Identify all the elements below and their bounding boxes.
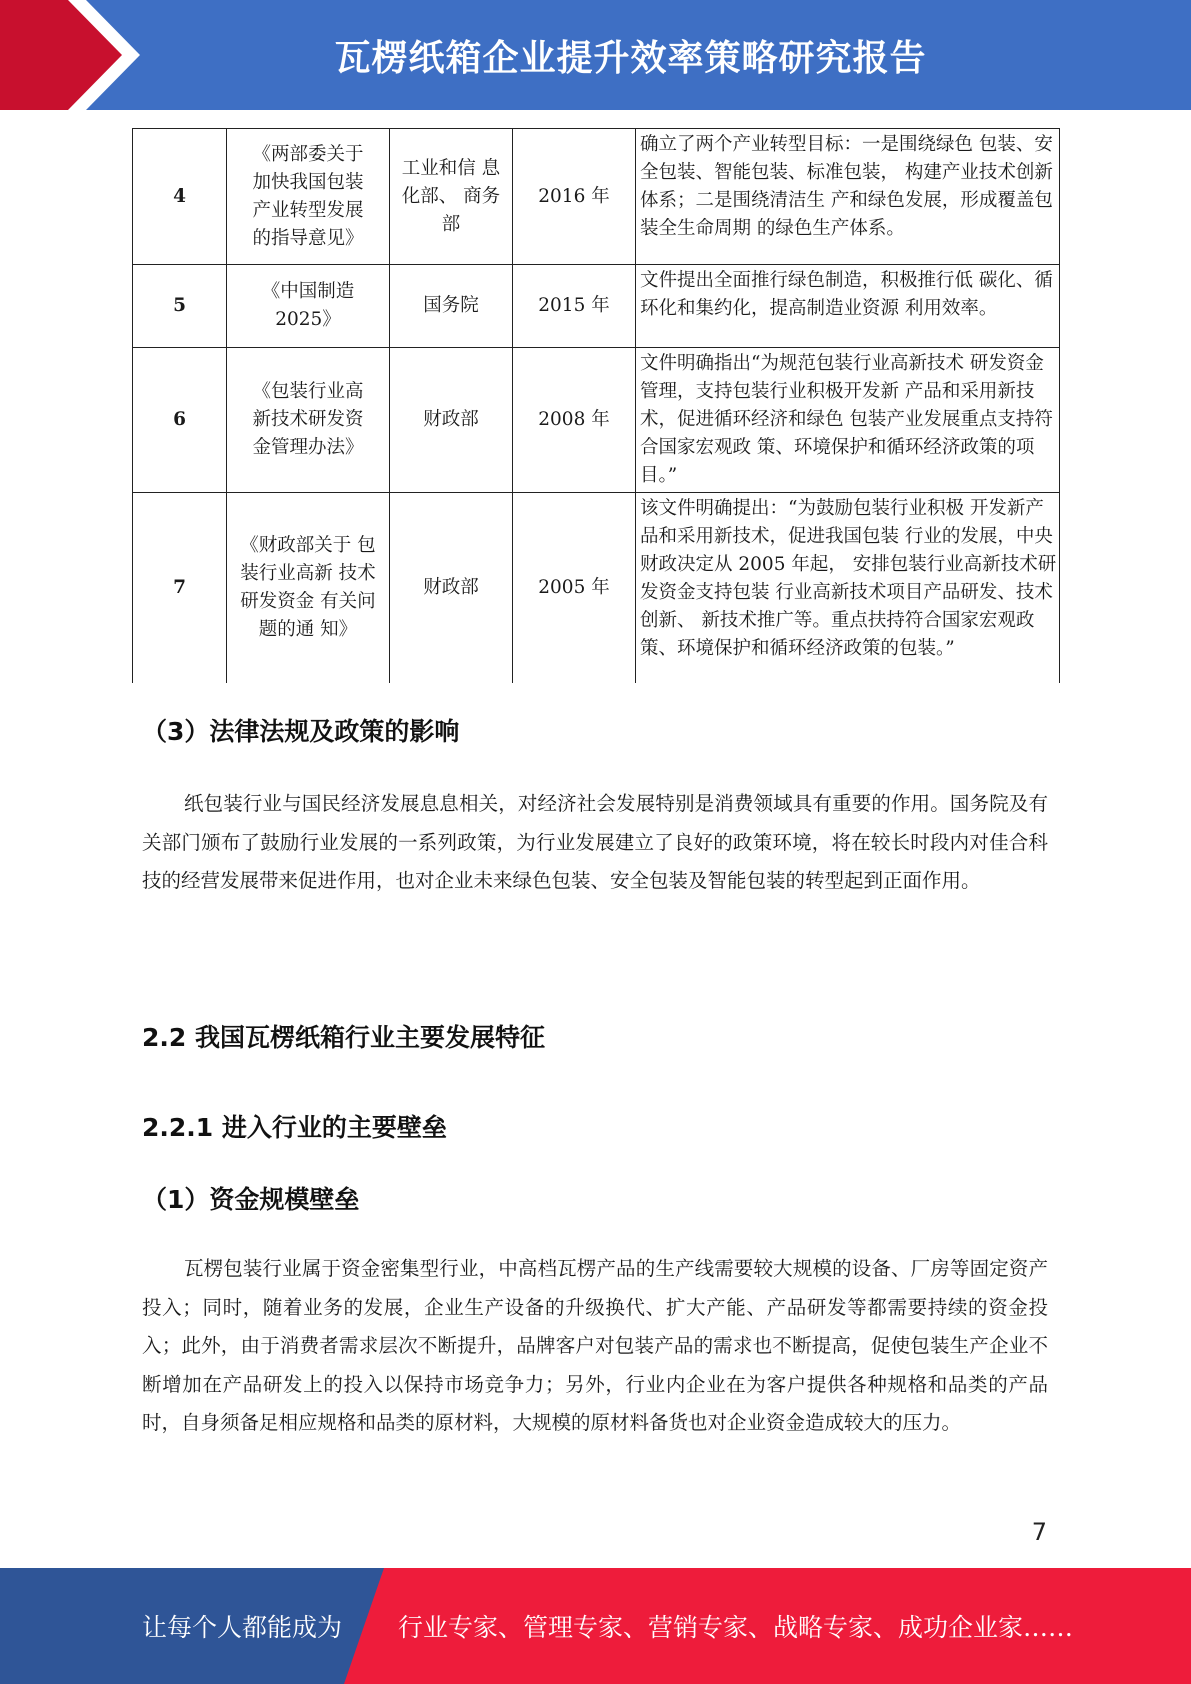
- policy-name: 《包装行业高新技术研发资金管理办法》: [227, 348, 390, 493]
- page-footer: [0, 1568, 1191, 1684]
- table-row: [133, 493, 1060, 683]
- issuing-department: 工业和信 息化部、 商务部: [390, 129, 513, 265]
- report-title: 瓦楞纸箱企业提升效率策略研究报告: [334, 37, 927, 79]
- policy-name: 《中国制造 2025》: [227, 265, 390, 348]
- policy-table: [132, 128, 1060, 683]
- page-number: 7: [1031, 1518, 1047, 1546]
- paragraph-law: 纸包装行业与国民经济发展息息相关，对经济社会发展特别是消费领域具有重要的作用。国务院及有关部门颁布了鼓励行业发展的一系列政策，为行业发展建立了良好的政策环境，将在较长时段内对佳合科技的经营发展带来促进作用，也对企业未来绿色包装、安全包装及智能包装的转型起到正面作用。: [142, 792, 1048, 892]
- row-number: 6: [133, 348, 227, 493]
- policy-name: 《两部委关于加快我国包装产业转型发展的指导意见》: [227, 129, 390, 265]
- row-number: 5: [133, 265, 227, 348]
- policy-description: 文件提出全面推行绿色制造，积极推行低 碳化、循环化和集约化，提高制造业资源 利用效率。: [636, 265, 1060, 348]
- row-number: 7: [133, 493, 227, 683]
- policy-description: 文件明确指出“为规范包装行业高新技术 研发资金管理，支持包装行业积极开发新 产品和采用新技术，促进循环经济和绿色 包装产业发展重点支持符合国家宏观政 策、环境保护和循环经济政策的项目。”: [636, 348, 1060, 493]
- issuing-department: 财政部: [390, 348, 513, 493]
- section-heading-law: （3）法律法规及政策的影响: [142, 717, 460, 746]
- footer-slogan-right: 行业专家、管理专家、营销专家、战略专家、成功企业家……: [398, 1613, 1074, 1642]
- issue-year: 2015 年: [513, 265, 636, 348]
- policy-name: 《财政部关于 包装行业高新 技术研发资金 有关问题的通 知》: [227, 493, 390, 683]
- policy-description: 该文件明确提出：“为鼓励包装行业积极 开发新产品和采用新技术，促进我国包装 行业的发展，中央财政决定从 2005 年起， 安排包装行业高新技术研发资金支持包装 行业高新技术项目产品研发、技术创新、 新技术推广等。重点扶持符合国家宏观政 策、环境保护和循环经济政策的包装。”: [636, 493, 1060, 683]
- page-header: [0, 0, 1191, 110]
- policy-description: 确立了两个产业转型目标：一是围绕绿色 包装、安全包装、智能包装、标准包装， 构建产业技术创新体系；二是围绕清洁生 产和绿色发展，形成覆盖包装全生命周期 的绿色生产体系。: [636, 129, 1060, 265]
- footer-slogan-left: 让每个人都能成为: [142, 1613, 343, 1642]
- issuing-department: 国务院: [390, 265, 513, 348]
- table-row: [133, 265, 1060, 348]
- table-row: [133, 348, 1060, 493]
- paragraph-capital: 瓦楞包装行业属于资金密集型行业，中高档瓦楞产品的生产线需要较大规模的设备、厂房等固定资产投入；同时，随着业务的发展，企业生产设备的升级换代、扩大产能、产品研发等都需要持续的资金投入；此外，由于消费者需求层次不断提升，品牌客户对包装产品的需求也不断提高，促使包装生产企业不断增加在产品研发上的投入以保持市场竞争力；另外，行业内企业在为客户提供各种规格和品类的产品时，自身须备足相应规格和品类的原材料，大规模的原材料备货也对企业资金造成较大的压力。: [142, 1257, 1048, 1434]
- issuing-department: 财政部: [390, 493, 513, 683]
- section-heading-capital: （1）资金规模壁垒: [142, 1185, 360, 1214]
- issue-year: 2005 年: [513, 493, 636, 683]
- issue-year: 2008 年: [513, 348, 636, 493]
- section-heading-2-2-1: 2.2.1 进入行业的主要壁垒: [142, 1113, 447, 1142]
- table-row: [133, 129, 1060, 265]
- row-number: 4: [133, 129, 227, 265]
- issue-year: 2016 年: [513, 129, 636, 265]
- section-heading-2-2: 2.2 我国瓦楞纸箱行业主要发展特征: [142, 1023, 545, 1052]
